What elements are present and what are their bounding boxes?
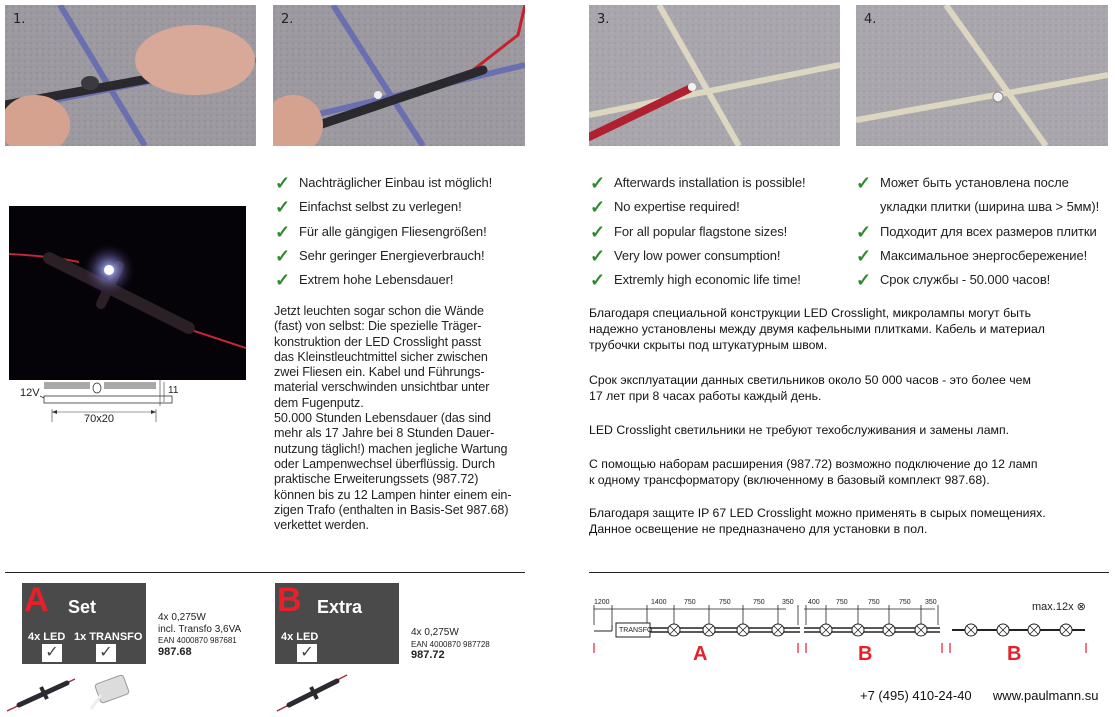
set-name: Set	[68, 597, 97, 617]
description-ru-2: Срок эксплуатации данных светильников около 50 000 часов - это более чем 17 лет при 8 часах работы каждый день.	[589, 373, 1031, 403]
led-count-label: 4x LED	[281, 631, 319, 643]
phone-number: +7 (495) 410-24-40	[860, 688, 972, 703]
checkmark-icon: ✓	[275, 245, 290, 266]
feature-item: ✓ Подходит для всех размеров плитки	[856, 221, 1097, 242]
transfo-box-label: TRANSFO	[619, 627, 653, 634]
feature-item: ✓ For all popular flagstone sizes!	[590, 221, 788, 242]
set-a-product-image	[5, 665, 145, 715]
feature-item: ✓ Sehr geringer Energieverbrauch!	[275, 245, 485, 266]
product-photo	[9, 206, 246, 380]
feature-item: ✓ Может быть установлена после	[856, 173, 1069, 193]
set-b-product-image	[275, 665, 355, 715]
checkmark-icon: ✓	[590, 221, 605, 242]
checkmark-icon: ✓	[275, 197, 290, 218]
feature-item: ✓ Afterwards installation is possible!	[590, 173, 806, 193]
set-a-badge	[22, 583, 146, 664]
photo-number: 1.	[13, 12, 26, 27]
spec-ean: EAN 4000870 987728	[411, 639, 490, 649]
dim-label: 350	[925, 599, 937, 606]
spec-transfo: incl. Transfo 3,6VA	[158, 623, 242, 635]
description-ru-5: Благодаря защите IP 67 LED Crosslight можно применять в сырых помещениях. Данное освещение не предназначено для установки в пол.	[589, 506, 1046, 536]
checkbox-icon: ✓	[297, 644, 317, 662]
product-photo-image	[9, 206, 246, 380]
checkbox-icon: ✓	[42, 644, 62, 662]
feature-list-de	[275, 171, 492, 292]
max-lamps-text: max.12x	[1032, 601, 1074, 613]
set-b-badge	[275, 583, 399, 664]
size-label: 70x20	[84, 413, 114, 425]
checkmark-icon: ✓	[590, 173, 605, 193]
photo-step-4-image	[856, 5, 1108, 146]
dim-label: 750	[836, 599, 848, 606]
photo-step-1	[5, 5, 256, 146]
feature-item: ✓ Extrem hohe Lebensdauer!	[275, 270, 454, 291]
photo-step-2	[273, 5, 525, 146]
description-ru-3: LED Crosslight светильники не требуют техобслуживания и замены ламп.	[589, 423, 1010, 437]
description-ru-1: Благодаря специальной конструкции LED Crosslight, микролампы могут быть надежно установлены между двумя кафельными плитками. Кабель и материал трубочки скрыты под штукатурным швом.	[589, 306, 1045, 352]
checkmark-icon: ✓	[856, 245, 871, 266]
wiring-diagram	[590, 595, 1110, 665]
article-number: 987.68	[158, 645, 192, 658]
section-label-b: B	[858, 643, 873, 665]
spec-power: 4x 0,275W	[411, 627, 459, 638]
dim-label: 350	[782, 599, 794, 606]
feature-item: ✓ Für alle gängigen Fliesengrößen!	[275, 221, 487, 242]
spec-power: 4x 0,275W	[158, 612, 206, 623]
transfo-count-label: 1x TRANSFO	[74, 631, 143, 643]
description-de: Jetzt leuchten sogar schon die Wände (fast) von selbst: Die spezielle Träger- konstruktion der LED Crosslight passt das Kleinstleuchtmittel sicher zwischen zwei Fliesen ein. Kabel und Führungs- material verschwinden unsichtbar unter dem Fugenputz. 50.000 Stunden Lebensdauer (das sind mehr als 17 Jahre bei 8 Stunden Dauer- nutzung täglich!) machen jegliche Wartung oder Lampenwechsel überflüssig. Durch praktische Erweiterungssets (987.72) können bis zu 12 Lampen hinter einem ein- zigen Trafo (enthalten in Basis-Set 987.68) verkettet werden.	[274, 304, 512, 533]
checkmark-icon: ✓	[275, 221, 290, 242]
set-name: Extra	[317, 597, 363, 617]
checkmark-icon: ✓	[856, 173, 871, 193]
spec-ean: EAN 4000870 987681	[158, 636, 237, 645]
height-label: 11	[168, 385, 179, 396]
cross-section-diagram	[20, 376, 190, 428]
feature-list-ru	[856, 171, 1099, 292]
led-count-label: 4x LED	[28, 631, 66, 643]
set-letter: A	[24, 581, 49, 619]
description-ru-4: С помощью наборам расширения (987.72) возможно подключение до 12 ламп к одному трансформатору (включенному в базовый комплект 987.68).	[589, 457, 1038, 487]
set-b-specs	[411, 627, 490, 662]
checkmark-icon: ✓	[590, 245, 605, 266]
max-lamps-label	[1032, 600, 1086, 613]
photo-step-2-image	[273, 5, 525, 146]
feature-item: ✓ Extremly high economic life time!	[590, 270, 801, 291]
feature-item: ✓ Nachträglicher Einbau ist möglich!	[275, 173, 493, 193]
photo-step-1-image	[5, 5, 256, 146]
photo-number: 2.	[281, 12, 294, 27]
dim-label: 1400	[651, 599, 667, 606]
dim-label: 750	[719, 599, 731, 606]
set-a-specs	[158, 612, 241, 658]
article-number: 987.72	[411, 649, 445, 661]
photo-step-3-image	[589, 5, 840, 146]
feature-item: ✓ Срок службы - 50.000 часов!	[856, 270, 1051, 291]
dim-label: 750	[753, 599, 765, 606]
dim-label: 750	[868, 599, 880, 606]
feature-item: ✓ No expertise required!	[590, 197, 740, 218]
photo-number: 3.	[597, 12, 610, 27]
voltage-label: 12V	[20, 387, 40, 399]
divider-left	[5, 572, 525, 573]
feature-item: ✓ Very low power consumption!	[590, 245, 781, 266]
photo-step-4	[856, 5, 1108, 146]
checkbox-icon: ✓	[96, 644, 116, 662]
feature-item: ✓ Einfachst selbst zu verlegen!	[275, 197, 462, 218]
checkmark-icon: ✓	[275, 270, 290, 291]
website-link[interactable]: www.paulmann.su	[992, 688, 1099, 703]
checkmark-icon: ✓	[856, 221, 871, 242]
section-label-b: B	[1007, 643, 1022, 665]
checkmark-icon: ✓	[856, 270, 871, 291]
set-letter: B	[277, 581, 302, 619]
dim-label: 400	[808, 599, 820, 606]
checkmark-icon: ✓	[590, 270, 605, 291]
feature-item: укладки плитки (ширина шва > 5мм)!	[880, 199, 1100, 215]
checkmark-icon: ✓	[590, 197, 605, 218]
feature-item: ✓ Максимальное энергосбережение!	[856, 245, 1088, 266]
dim-label: 1200	[594, 599, 610, 606]
section-label-a: A	[693, 643, 708, 665]
divider-right	[589, 572, 1109, 573]
dim-label: 750	[899, 599, 911, 606]
checkmark-icon: ✓	[275, 173, 290, 193]
lamp-icon: ⊗	[1076, 601, 1086, 613]
feature-list-en	[590, 171, 806, 292]
photo-number: 4.	[864, 12, 877, 27]
contact-info	[860, 688, 1098, 703]
photo-step-3	[589, 5, 840, 146]
dim-label: 750	[684, 599, 696, 606]
